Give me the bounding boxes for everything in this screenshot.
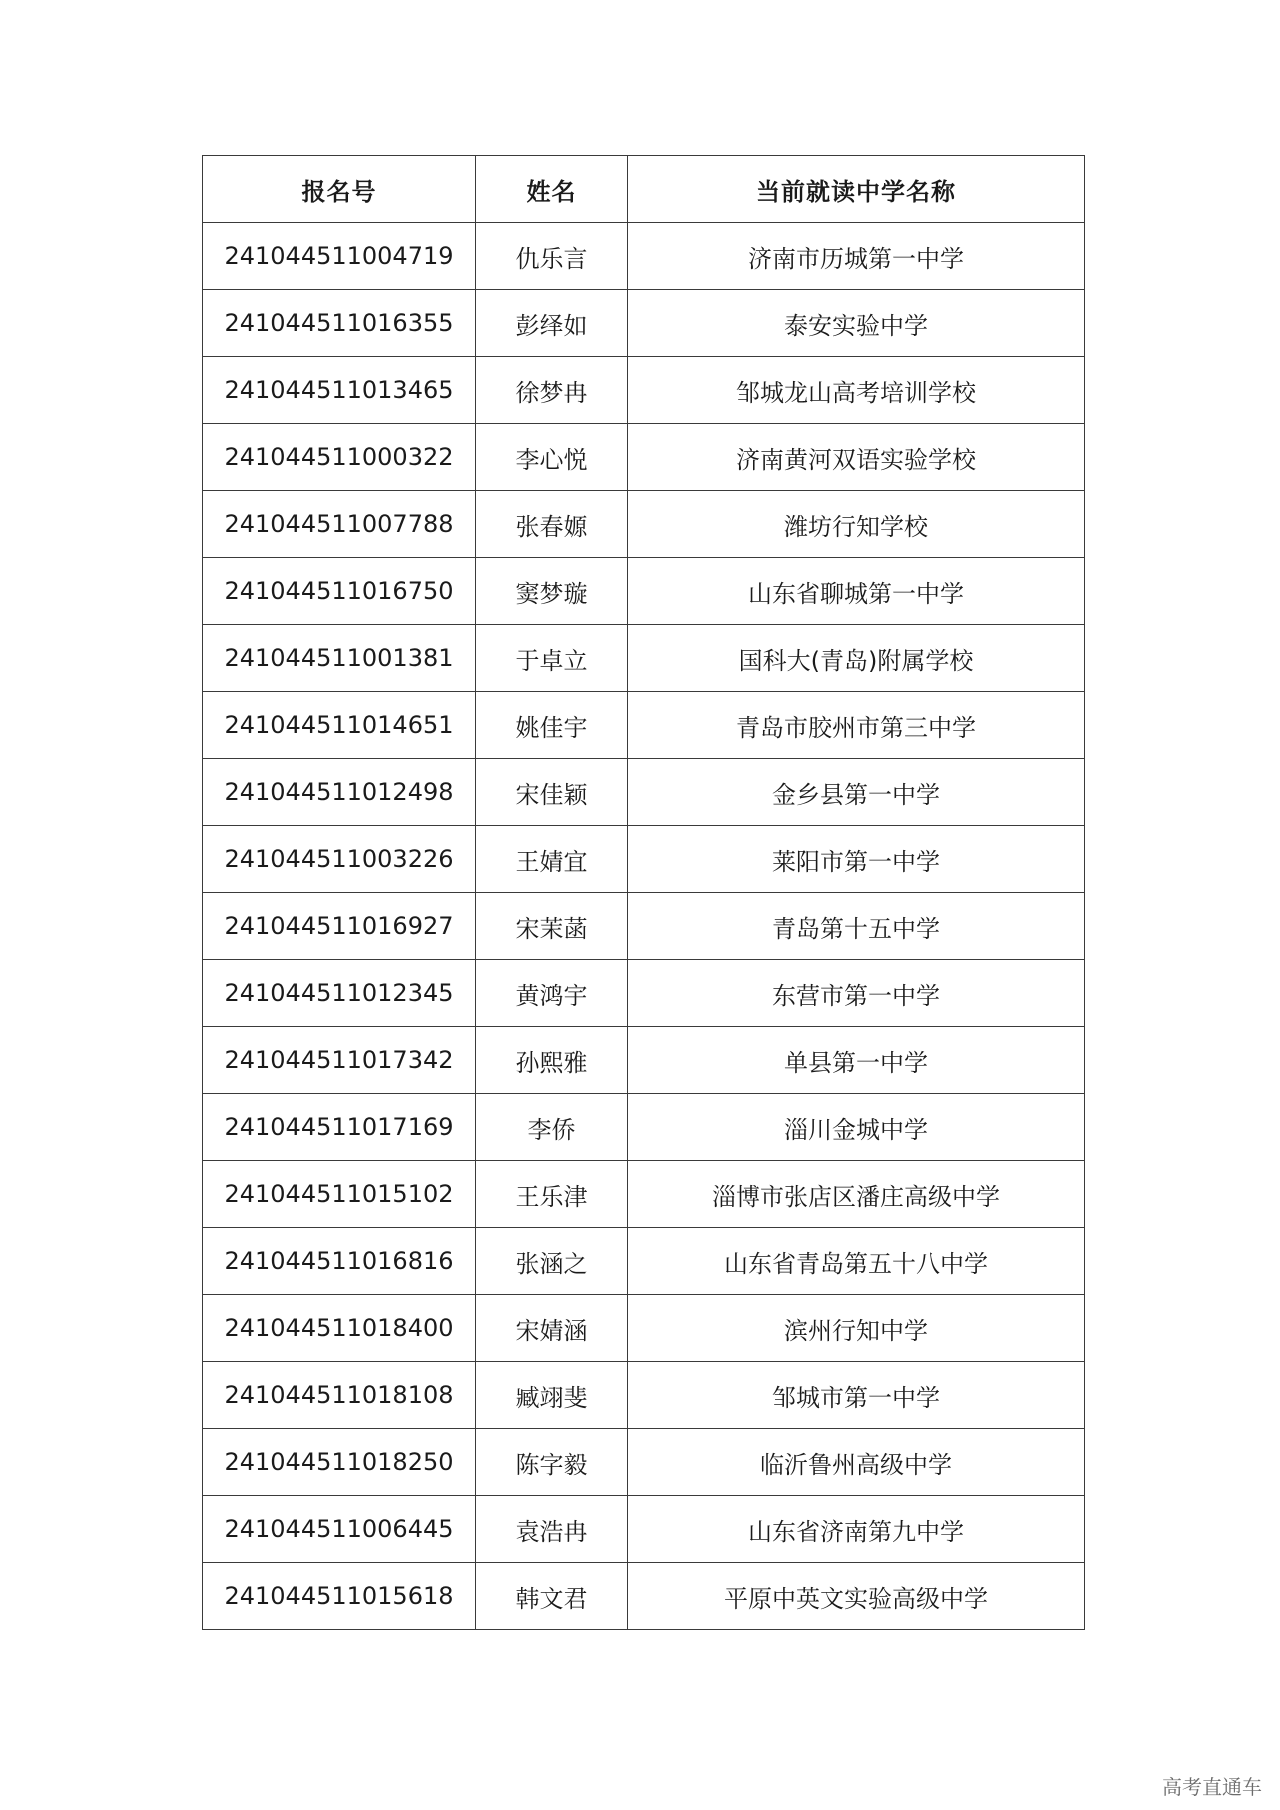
cell-school: 山东省济南第九中学 [628, 1496, 1085, 1563]
cell-name: 李心悦 [476, 424, 628, 491]
cell-name: 徐梦冉 [476, 357, 628, 424]
cell-registration-number: 241044511004719 [203, 223, 476, 290]
cell-name: 张涵之 [476, 1228, 628, 1295]
cell-school: 邹城龙山高考培训学校 [628, 357, 1085, 424]
table-row [203, 1429, 1085, 1496]
table-row [203, 893, 1085, 960]
admission-list-table [202, 155, 1085, 1630]
cell-school: 金乡县第一中学 [628, 759, 1085, 826]
cell-school: 潍坊行知学校 [628, 491, 1085, 558]
table-row [203, 692, 1085, 759]
table-row [203, 223, 1085, 290]
header-school: 当前就读中学名称 [628, 156, 1085, 223]
table-row [203, 1496, 1085, 1563]
cell-school: 单县第一中学 [628, 1027, 1085, 1094]
cell-registration-number: 241044511018400 [203, 1295, 476, 1362]
cell-registration-number: 241044511013465 [203, 357, 476, 424]
cell-school: 济南黄河双语实验学校 [628, 424, 1085, 491]
cell-school: 东营市第一中学 [628, 960, 1085, 1027]
cell-school: 山东省聊城第一中学 [628, 558, 1085, 625]
cell-name: 于卓立 [476, 625, 628, 692]
table-body [203, 223, 1085, 1630]
header-name: 姓名 [476, 156, 628, 223]
table-row [203, 491, 1085, 558]
cell-registration-number: 241044511015102 [203, 1161, 476, 1228]
watermark: 高考直通车 [1162, 1775, 1262, 1799]
cell-registration-number: 241044511006445 [203, 1496, 476, 1563]
cell-registration-number: 241044511016816 [203, 1228, 476, 1295]
cell-school: 济南市历城第一中学 [628, 223, 1085, 290]
cell-name: 王婧宜 [476, 826, 628, 893]
cell-name: 韩文君 [476, 1563, 628, 1630]
cell-school: 国科大(青岛)附属学校 [628, 625, 1085, 692]
cell-registration-number: 241044511000322 [203, 424, 476, 491]
cell-registration-number: 241044511014651 [203, 692, 476, 759]
cell-registration-number: 241044511001381 [203, 625, 476, 692]
cell-registration-number: 241044511003226 [203, 826, 476, 893]
table-row [203, 1228, 1085, 1295]
cell-name: 仇乐言 [476, 223, 628, 290]
cell-school: 山东省青岛第五十八中学 [628, 1228, 1085, 1295]
cell-school: 淄川金城中学 [628, 1094, 1085, 1161]
table-row [203, 1161, 1085, 1228]
cell-school: 莱阳市第一中学 [628, 826, 1085, 893]
cell-name: 孙熙雅 [476, 1027, 628, 1094]
table-header-row [203, 156, 1085, 223]
cell-name: 窦梦璇 [476, 558, 628, 625]
table-row [203, 1563, 1085, 1630]
table-row [203, 1027, 1085, 1094]
cell-school: 邹城市第一中学 [628, 1362, 1085, 1429]
cell-school: 滨州行知中学 [628, 1295, 1085, 1362]
table-row [203, 1362, 1085, 1429]
cell-registration-number: 241044511017169 [203, 1094, 476, 1161]
cell-registration-number: 241044511016750 [203, 558, 476, 625]
table-row [203, 759, 1085, 826]
table-row [203, 290, 1085, 357]
cell-name: 张春嫄 [476, 491, 628, 558]
cell-name: 臧翊斐 [476, 1362, 628, 1429]
table-row [203, 960, 1085, 1027]
cell-registration-number: 241044511012345 [203, 960, 476, 1027]
cell-registration-number: 241044511015618 [203, 1563, 476, 1630]
cell-school: 青岛第十五中学 [628, 893, 1085, 960]
cell-name: 宋婧涵 [476, 1295, 628, 1362]
cell-registration-number: 241044511016927 [203, 893, 476, 960]
cell-name: 彭绎如 [476, 290, 628, 357]
cell-name: 姚佳宇 [476, 692, 628, 759]
cell-name: 宋佳颖 [476, 759, 628, 826]
cell-school: 淄博市张店区潘庄高级中学 [628, 1161, 1085, 1228]
table-row [203, 1295, 1085, 1362]
table-row [203, 424, 1085, 491]
table-row [203, 826, 1085, 893]
cell-name: 袁浩冉 [476, 1496, 628, 1563]
cell-school: 泰安实验中学 [628, 290, 1085, 357]
cell-school: 青岛市胶州市第三中学 [628, 692, 1085, 759]
table-row [203, 357, 1085, 424]
cell-registration-number: 241044511012498 [203, 759, 476, 826]
cell-name: 王乐津 [476, 1161, 628, 1228]
cell-registration-number: 241044511018250 [203, 1429, 476, 1496]
table-row [203, 1094, 1085, 1161]
cell-school: 平原中英文实验高级中学 [628, 1563, 1085, 1630]
cell-registration-number: 241044511018108 [203, 1362, 476, 1429]
cell-school: 临沂鲁州高级中学 [628, 1429, 1085, 1496]
header-registration-number: 报名号 [203, 156, 476, 223]
table-row [203, 558, 1085, 625]
cell-registration-number: 241044511016355 [203, 290, 476, 357]
cell-registration-number: 241044511017342 [203, 1027, 476, 1094]
cell-name: 宋茉菡 [476, 893, 628, 960]
table-row [203, 625, 1085, 692]
cell-registration-number: 241044511007788 [203, 491, 476, 558]
cell-name: 李侨 [476, 1094, 628, 1161]
cell-name: 陈字毅 [476, 1429, 628, 1496]
cell-name: 黄鸿宇 [476, 960, 628, 1027]
